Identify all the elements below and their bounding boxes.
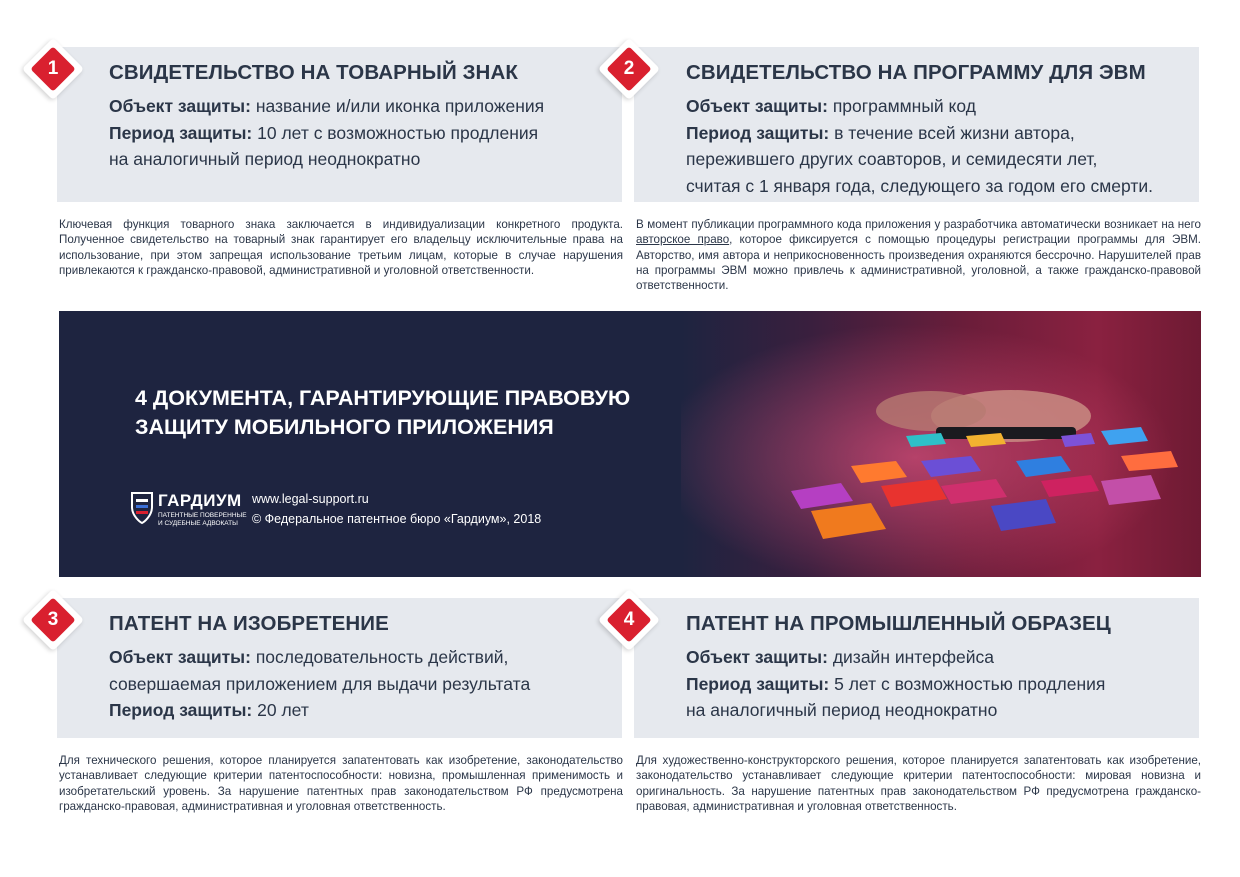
period-value: 10 лет с возможностью продления (252, 122, 539, 143)
period-line-continued: на аналогичный период неоднократно (109, 149, 421, 169)
hero-banner (59, 311, 1201, 577)
badge-number: 4 (623, 609, 635, 630)
logo-subtitle (158, 512, 247, 527)
period-line (686, 120, 1199, 147)
number-badge-2 (607, 47, 651, 91)
number-badge-4 (607, 598, 651, 642)
card-industrial-design (634, 598, 1199, 738)
banner-title-line: ЗАЩИТУ МОБИЛЬНОГО ПРИЛОЖЕНИЯ (135, 415, 554, 439)
object-value: дизайн интерфейса (827, 647, 994, 667)
object-value: программный код (827, 96, 976, 116)
description-text: В момент публикации программного кода приложения у разработчика автоматически возникает на него (636, 218, 1201, 231)
object-label: Объект защиты: (686, 647, 828, 667)
object-line (109, 644, 622, 671)
object-label: Объект защиты: (686, 96, 828, 116)
period-value: 20 лет (252, 700, 309, 720)
period-line-continued: пережившего других соавторов, и семидесяти лет, (686, 149, 1098, 169)
object-line (109, 93, 622, 120)
object-label: Объект защиты: (109, 96, 251, 116)
app-tiles-illustration (681, 311, 1201, 577)
period-label: Период защиты: (686, 673, 830, 694)
period-line (109, 697, 622, 724)
copyright-link[interactable]: авторское право (636, 233, 730, 247)
period-line-continued: на аналогичный период неоднократно (686, 700, 998, 720)
badge-number: 3 (47, 609, 59, 630)
period-line (686, 671, 1199, 698)
banner-title-line: 4 ДОКУМЕНТА, ГАРАНТИРУЮЩИЕ ПРАВОВУЮ (135, 386, 631, 410)
card-trademark (57, 47, 622, 202)
badge-number: 2 (623, 58, 635, 79)
period-line (109, 120, 622, 147)
object-label: Объект защиты: (109, 647, 251, 667)
period-label: Период защиты: (686, 122, 830, 143)
logo-name: ГАРДИУМ (158, 491, 242, 510)
description-software (636, 217, 1201, 293)
banner-title (135, 384, 630, 442)
period-value: 5 лет с возможностью продления (829, 673, 1106, 694)
object-line (686, 93, 1199, 120)
number-badge-1 (31, 47, 75, 91)
object-line-continued: совершаемая приложением для выдачи результата (109, 673, 531, 694)
card-invention-patent (57, 598, 622, 738)
logo-subtitle-line: И СУДЕБНЫЕ АДВОКАТЫ (158, 519, 238, 527)
gardium-logo (130, 491, 247, 531)
number-badge-3 (31, 598, 75, 642)
object-value: последовательность действий, (250, 647, 509, 667)
period-label: Период защиты: (109, 122, 253, 143)
logo-subtitle-line: ПАТЕНТНЫЕ ПОВЕРЕННЫЕ (158, 512, 247, 519)
card-software (634, 47, 1199, 202)
object-line (686, 644, 1199, 671)
period-line-continued: считая с 1 января года, следующего за годом его смерти. (686, 175, 1153, 196)
description-invention: Для технического решения, которое планируется запатентовать как изобретение, законодательство устанавливает следующие критерии патентоспособности: новизна, промышленная применимость и изобретательский уровень. За нарушение патентных прав законодательством РФ предусмотрена гражданско-правовая, административная и уголовная ответственность. (59, 754, 623, 813)
shield-icon (130, 491, 154, 525)
copyright-text: © Федеральное патентное бюро «Гардиум», 2018 (252, 512, 542, 526)
card-title: ПАТЕНТ НА ПРОМЫШЛЕННЫЙ ОБРАЗЕЦ (686, 612, 1111, 635)
description-industrial-design: Для художественно-конструкторского решения, которое планируется запатентовать как изобретение, законодательство устанавливает следующие критерии патентоспособности: мировая новизна и оригинальность. За нарушение патентных прав законодательством РФ предусмотрена гражданско-правовая, административная и уголовная ответственность. (636, 754, 1201, 813)
badge-number: 1 (47, 58, 59, 79)
card-title: СВИДЕТЕЛЬСТВО НА ПРОГРАММУ ДЛЯ ЭВМ (686, 61, 1146, 84)
period-label: Период защиты: (109, 700, 253, 720)
period-value: в течение всей жизни автора, (829, 122, 1075, 143)
website-link[interactable]: www.legal-support.ru (252, 492, 369, 506)
banner-photo (681, 311, 1201, 577)
description-text: , которое фиксируется с помощью процедуры регистрации программы для ЭВМ. Авторство, имя автора и неприкосновенность произведения охраняются бессрочно. Нарушителей прав на программы ЭВМ можно привлечь к административной, уголовной, а также гражданско-правовой ответственности. (636, 233, 1201, 293)
card-title: СВИДЕТЕЛЬСТВО НА ТОВАРНЫЙ ЗНАК (109, 61, 518, 84)
description-trademark: Ключевая функция товарного знака заключается в индивидуализации конкретного продукта. Полученное свидетельство на товарный знак гарантирует его владельцу исключительные права на использование, при этом запрещая использование третьим лицам, которые в случае нарушения привлекаются к гражданско-правовой, административной и уголовной ответственности. (59, 218, 623, 277)
object-value: название и/или иконка приложения (250, 96, 545, 116)
card-title: ПАТЕНТ НА ИЗОБРЕТЕНИЕ (109, 612, 389, 635)
